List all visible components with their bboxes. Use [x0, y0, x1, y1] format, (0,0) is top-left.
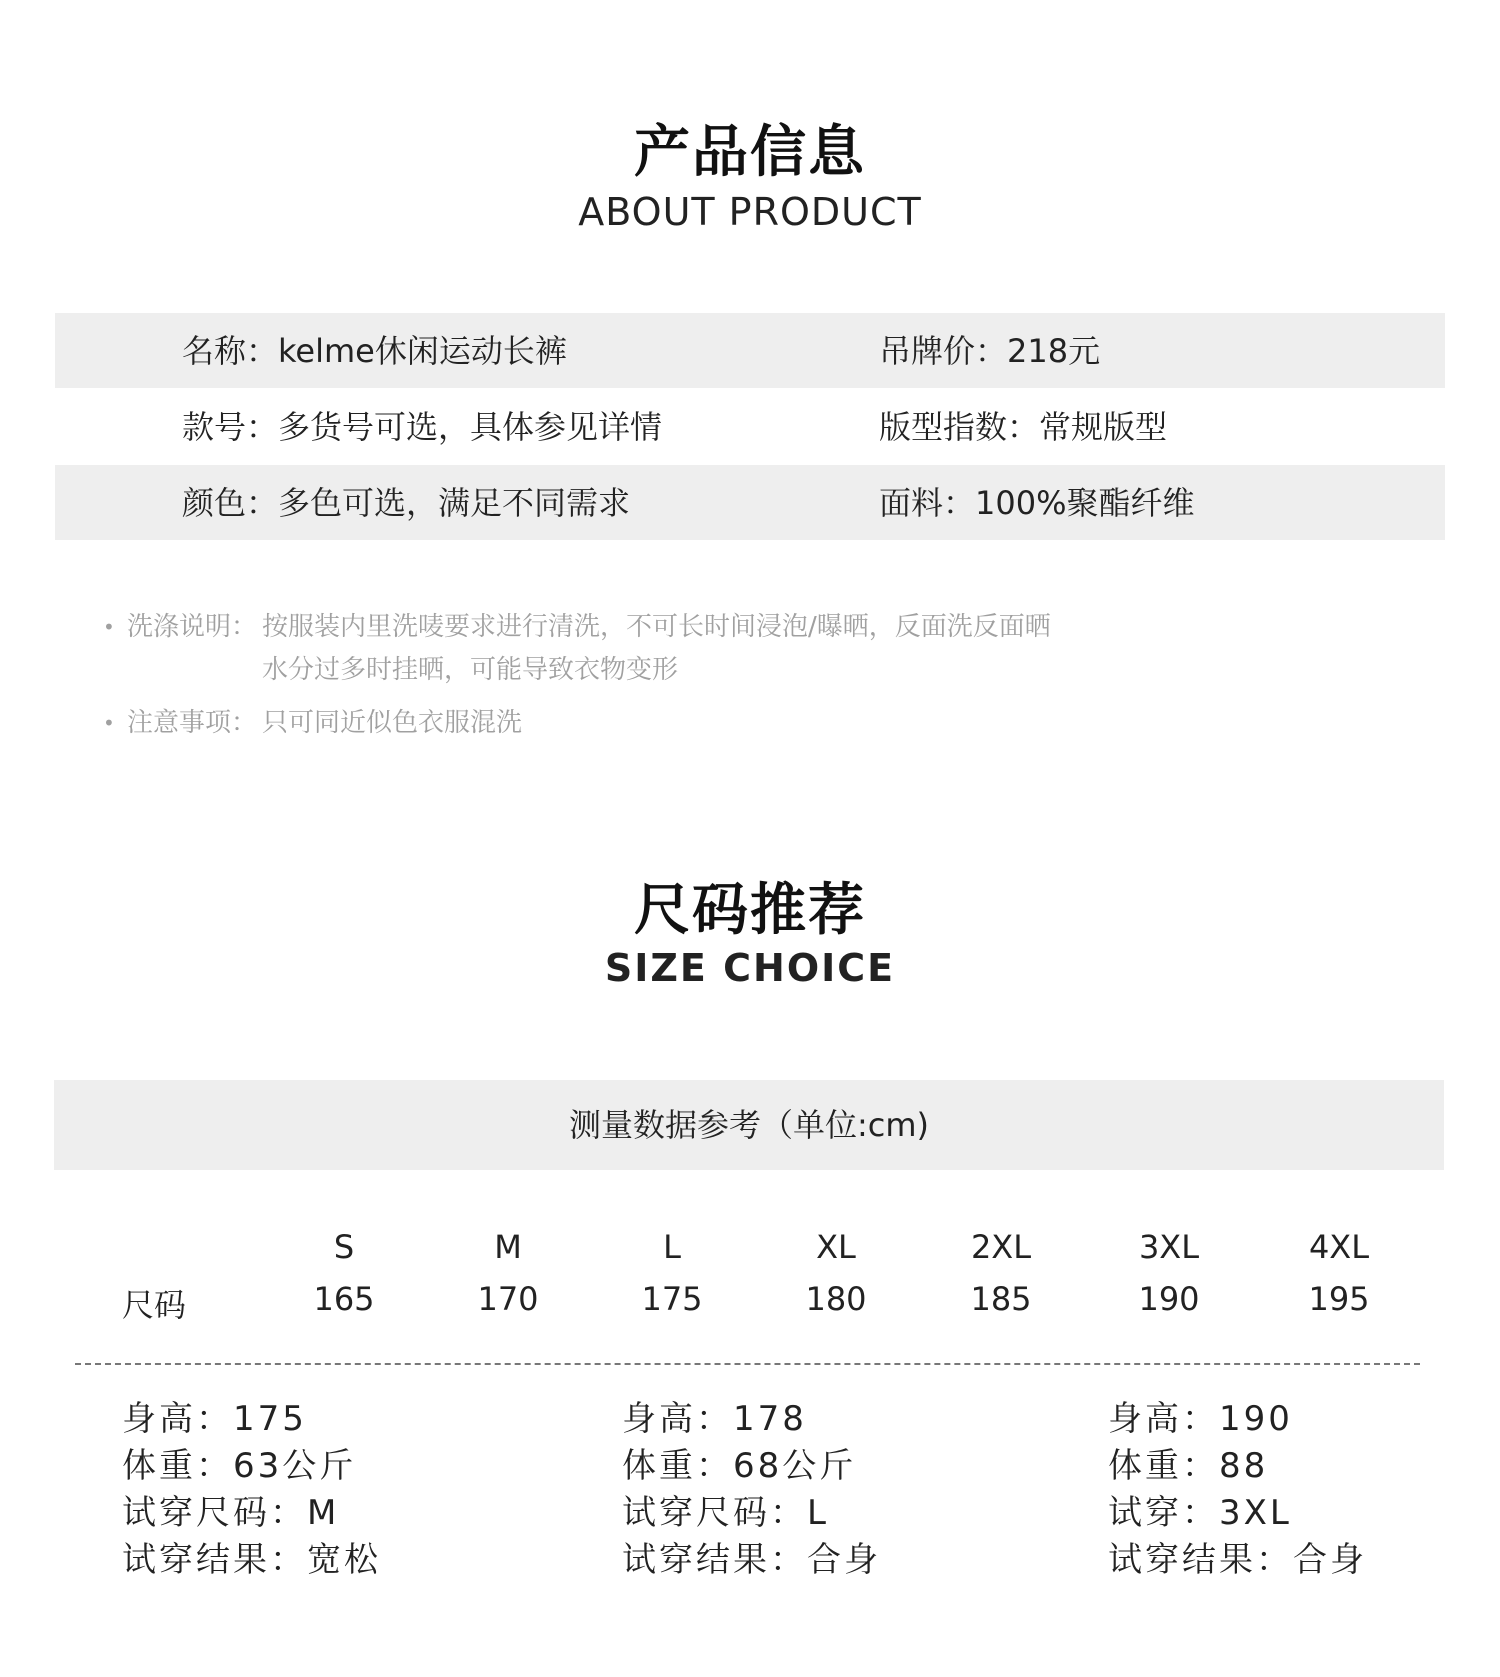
wash-instruction-line1: 按服装内里洗唛要求进行清洗，不可长时间浸泡/曝晒，反面洗反面晒: [262, 612, 1051, 642]
fit-result: 试穿结果：合身: [1108, 1540, 1367, 1580]
size-title-en: SIZE CHOICE: [604, 946, 896, 990]
wash-instruction-line2: 水分过多时挂晒，可能导致衣物变形: [262, 655, 679, 685]
size-height-value: 165: [313, 1280, 375, 1318]
measurement-title: 测量数据参考（单位:cm): [568, 1106, 930, 1144]
size-label: 2XL: [970, 1228, 1032, 1266]
info-row-2: [55, 389, 1445, 464]
wash-label: 洗涤说明：: [127, 612, 258, 642]
info-row-1: [55, 313, 1445, 388]
about-title-en: ABOUT PRODUCT: [578, 190, 922, 234]
fit-example-1: [122, 1396, 381, 1584]
style-number: 款号：多货号可选，具体参见详情: [182, 408, 663, 446]
fit-index: 版型指数：常规版型: [879, 408, 1168, 446]
fit-result: 试穿结果：合身: [622, 1540, 881, 1580]
fit-height: 身高：178: [622, 1399, 807, 1439]
fit-example-2: [622, 1396, 881, 1584]
color-info: 颜色：多色可选，满足不同需求: [182, 484, 631, 522]
attention-label: 注意事项：: [127, 708, 258, 738]
bullet-icon: •: [103, 711, 115, 735]
size-height-value: 175: [641, 1280, 703, 1318]
fit-height: 身高：175: [122, 1399, 307, 1439]
size-height-value: 180: [805, 1280, 867, 1318]
bullet-icon: •: [103, 615, 115, 639]
size-label: XL: [816, 1228, 856, 1266]
size-title-cn: 尺码推荐: [634, 878, 866, 943]
fabric-info: 面料：100%聚酯纤维: [879, 484, 1195, 522]
size-height-value: 185: [970, 1280, 1032, 1318]
tag-price: 吊牌价：218元: [879, 332, 1101, 370]
size-label: S: [333, 1228, 355, 1266]
size-height-value: 170: [477, 1280, 539, 1318]
fit-try-size: 试穿：3XL: [1108, 1493, 1292, 1533]
fit-weight: 体重：88: [1108, 1446, 1269, 1486]
about-title-cn: 产品信息: [634, 120, 866, 185]
dashed-divider: [75, 1363, 1420, 1365]
fit-result: 试穿结果：宽松: [122, 1540, 381, 1580]
size-label: L: [663, 1228, 681, 1266]
size-height-value: 195: [1308, 1280, 1370, 1318]
fit-try-size: 试穿尺码：M: [122, 1493, 340, 1533]
fit-try-size: 试穿尺码：L: [622, 1493, 829, 1533]
fit-weight: 体重：68公斤: [622, 1446, 857, 1486]
size-label: 3XL: [1138, 1228, 1200, 1266]
size-label: 4XL: [1308, 1228, 1370, 1266]
attention-text: 只可同近似色衣服混洗: [262, 708, 523, 738]
product-name: 名称：kelme休闲运动长裤: [182, 332, 567, 370]
fit-height: 身高：190: [1108, 1399, 1293, 1439]
fit-example-3: [1108, 1396, 1367, 1584]
measurement-header: [54, 1080, 1444, 1170]
fit-weight: 体重：63公斤: [122, 1446, 357, 1486]
size-row-label: 尺码: [122, 1286, 187, 1324]
size-height-value: 190: [1138, 1280, 1200, 1318]
info-row-3: [55, 465, 1445, 540]
size-label: M: [494, 1228, 522, 1266]
